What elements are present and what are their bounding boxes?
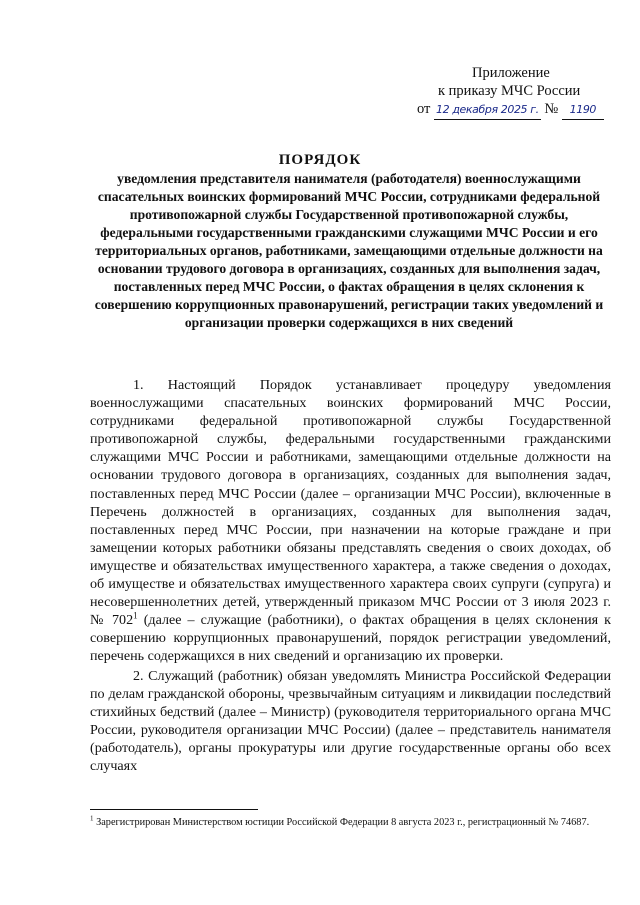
- paragraph-2: 2. Служащий (работник) обязан уведомлять Министра Российской Федерации по делам гражданской обороны, чрезвычайным ситуациям и ликвидации последствий стихийных бедствий (далее – Министр) (руководителя территориального органа МЧС России, руководителя организации МЧС России) (далее – представитель нанимателя (работодатель), органы прокуратуры или другие государственные органы обо всех случаях: [90, 667, 611, 774]
- document-body: [90, 376, 611, 775]
- document-title: ПОРЯДОК: [278, 152, 362, 168]
- annex-header: [400, 64, 620, 120]
- paragraph-1-end: (далее – служащие (работники), о фактах обращения в целях склонения к совершению коррупционных правонарушений, порядок регистрации уведомлений, перечень содержащихся в них сведений и организацию их проверки.: [90, 612, 611, 665]
- number-label: №: [544, 101, 559, 117]
- paragraph-1: [90, 376, 611, 666]
- footnote-separator: [90, 809, 258, 810]
- document-subtitle: уведомления представителя нанимателя (работодателя) военнослужащими спасательных воинских формирований МЧС России, сотрудниками федеральной противопожарной службы Государственной противопожарной службы, федеральными государственными гражданскими служащими МЧС России и его территориальных органов, работниками, замещающими отдельные должности на основании трудового договора в организациях, созданных для выполнения задач, поставленных перед МЧС России, о фактах обращения в целях склонения к совершению коррупционных правонарушений, регистрации таких уведомлений и организации проверки содержащихся в них сведений: [94, 171, 604, 330]
- handwritten-number: 1190: [562, 101, 604, 120]
- annex-order-reference: к приказу МЧС России: [438, 83, 581, 99]
- annex-date-number: [400, 100, 620, 120]
- footnote-reference: 1: [133, 610, 138, 621]
- handwritten-date: 12 декабря 2025 г.: [434, 101, 541, 120]
- paragraph-1-start: 1. Настоящий Порядок устанавливает процедуру уведомления военнослужащими спасательных воинских формирований МЧС России, сотрудниками федеральной противопожарной службы Государственной противопожарной службы, федеральными государственными гражданскими служащими МЧС России и работниками, замещающими отдельные должности на основании трудового договора в организациях, созданных для выполнения задач, поставленных перед МЧС России (далее – организации МЧС России), включенные в Перечень должностей в организациях, созданных для выполнения задач, поставленных перед МЧС России, при назначении на которые граждане и при замещении которых работники обязаны представлять сведения о своих доходах, об имуществе и обязательствах имущественного характера, а также сведения о доходах, об имуществе и обязательствах имущественного характера своих супруги (супруга) и несовершеннолетних детей, утвержденный приказом МЧС России от 3 июля 2023 г. № 702: [90, 377, 611, 629]
- annex-title: Приложение: [472, 65, 550, 81]
- from-label: от: [417, 101, 431, 117]
- footnote-text: Зарегистрирован Министерством юстиции Российской Федерации 8 августа 2023 г., регистрационный № 74687.: [93, 817, 590, 828]
- footnote-marker: 1: [90, 814, 94, 823]
- footnote: [90, 816, 611, 829]
